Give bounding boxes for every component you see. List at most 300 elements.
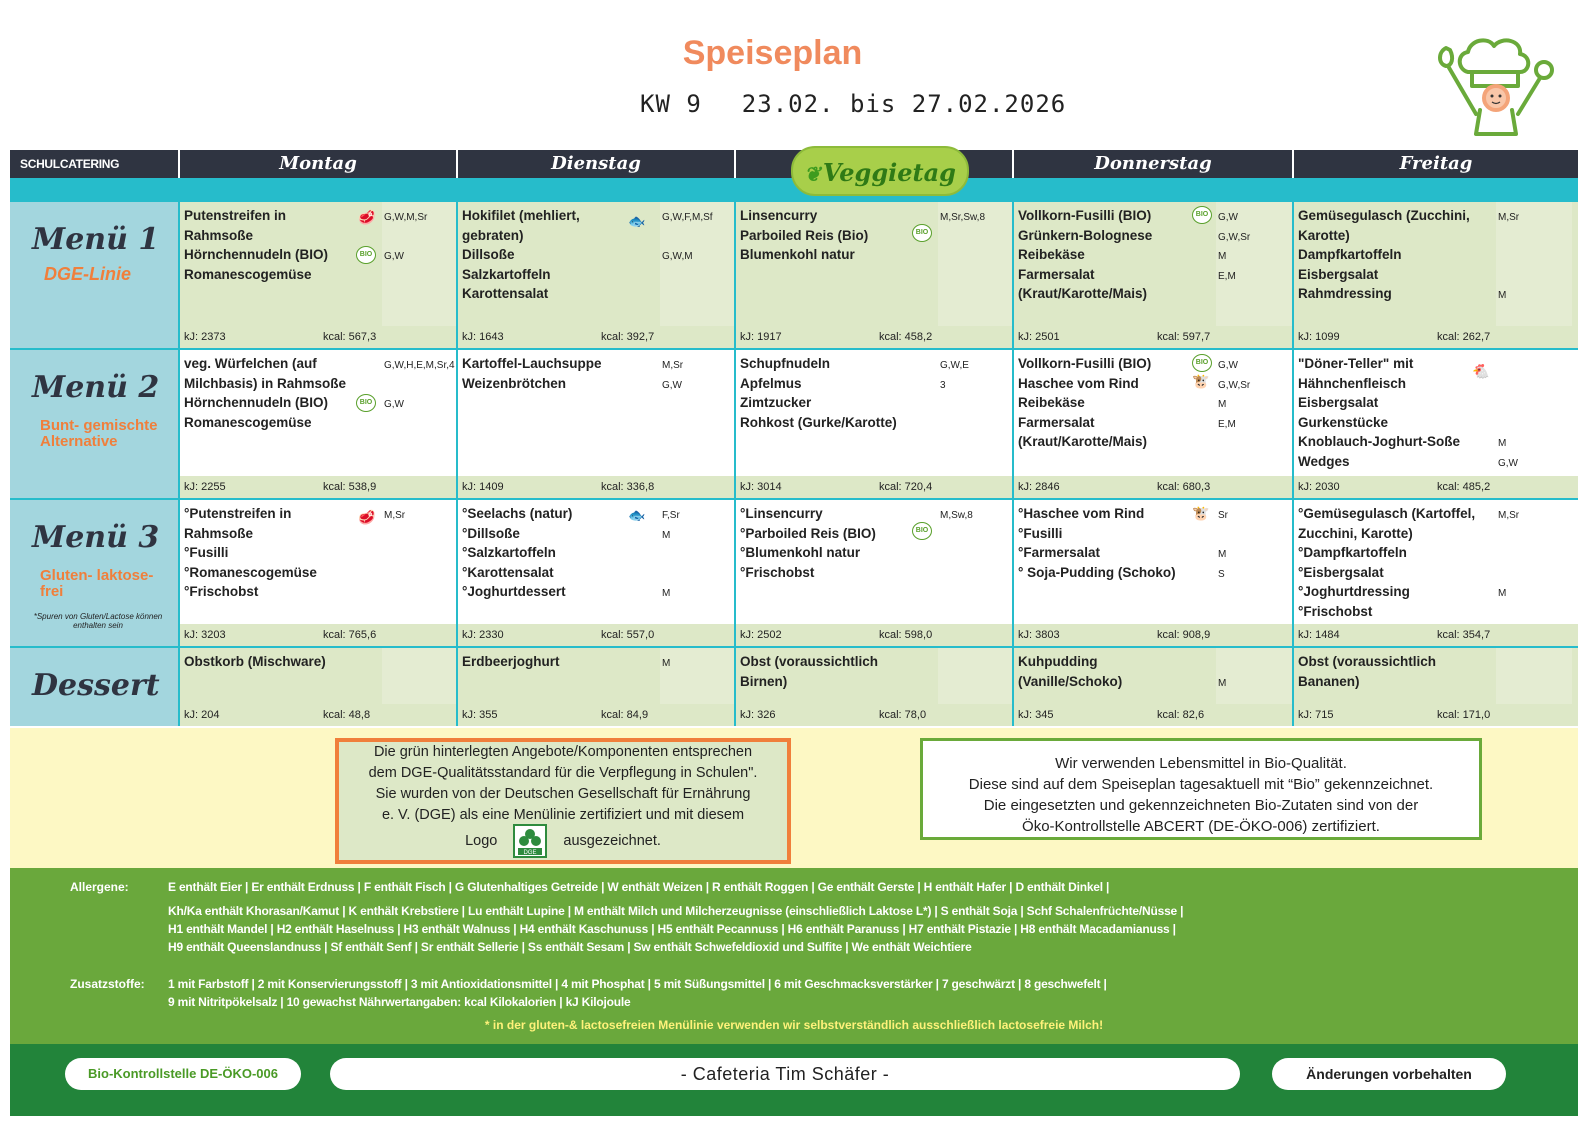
footer-bio-control: Bio-Kontrollstelle DE-ÖKO-006	[65, 1058, 301, 1090]
allergen-code	[662, 286, 713, 306]
dish-item: veg. Würfelchen (auf	[184, 356, 317, 371]
dge-text-line: Sie wurden von der Deutschen Gesellschaft für Ernährung	[375, 786, 751, 802]
menu-cell	[178, 648, 456, 726]
week-range	[640, 90, 1106, 118]
allergen-codes	[384, 506, 405, 604]
dish-list	[740, 206, 940, 265]
dish-item: Rohkost (Gurke/Karotte)	[740, 414, 897, 430]
dish-item: °Dampfkartoffeln	[1298, 545, 1407, 561]
allergen-code: E,M	[1218, 270, 1236, 282]
allergen-code: G,W	[1218, 212, 1238, 223]
allergen-codes	[384, 356, 455, 434]
allergen-codes	[662, 356, 683, 395]
kcal-value: kcal: 720,4	[879, 481, 933, 493]
allergen-code: 3	[940, 379, 946, 391]
dish-item: Obst (voraussichtlich	[740, 654, 879, 669]
dish-item: Kartoffel-Lauchsuppe	[462, 356, 602, 371]
allergen-codes	[662, 506, 680, 604]
dge-text-line: e. V. (DGE) als eine Menülinie zertifiziert und mit diesem	[381, 807, 745, 823]
allergen-code	[384, 584, 405, 604]
dish-item: gebraten)	[462, 227, 524, 243]
nutrition-footer	[736, 476, 1012, 498]
menu-row	[10, 200, 1578, 348]
dish-item: Salzkartoffeln	[462, 266, 551, 282]
nutrition-footer	[180, 624, 456, 646]
kj-value: kJ: 3803	[1018, 629, 1060, 641]
menu-cell	[1292, 500, 1578, 646]
nutrition-footer	[1294, 624, 1578, 646]
allergen-code	[940, 247, 985, 267]
allergen-code	[940, 526, 973, 546]
kj-value: kJ: 1099	[1298, 331, 1340, 343]
allergen-code	[940, 415, 969, 435]
dish-item: Eisbergsalat	[1298, 395, 1379, 411]
allergen-code	[1218, 654, 1226, 674]
allergen-code	[384, 228, 427, 248]
dish-item: °Linsencurry	[740, 506, 823, 521]
leaf-icon: ❦	[804, 162, 821, 186]
bio-icon: BIO	[1192, 206, 1212, 224]
dish-item: °Frischobst	[740, 564, 815, 580]
allergen-code	[662, 565, 680, 585]
allergen-codes	[1218, 506, 1228, 584]
allergen-code	[940, 395, 969, 415]
allergen-codes	[1498, 506, 1519, 624]
menu-cell	[734, 202, 1012, 348]
menu-name: Menü 2	[32, 370, 160, 405]
fish-icon: 🐟	[628, 213, 646, 229]
allergen-code	[940, 228, 985, 248]
nutrition-footer	[1014, 326, 1292, 348]
allergen-code	[940, 565, 973, 585]
allergen-code	[384, 267, 427, 287]
kj-value: kJ: 2330	[462, 629, 504, 641]
menu-row	[10, 646, 1578, 726]
kcal-value: kcal: 458,2	[879, 331, 933, 343]
dish-item: Karotte)	[1298, 227, 1350, 243]
allergen-code: G,W,Sr	[1218, 379, 1251, 391]
dish-item: °Seelachs (natur)	[462, 506, 573, 521]
additives-label: Zusatzstoffe:	[70, 977, 145, 991]
nutrition-footer	[1014, 704, 1292, 726]
allergen-label: Allergene:	[70, 880, 129, 894]
menu-cell	[456, 500, 734, 646]
allergen-codes	[662, 654, 670, 674]
menu-cell	[1292, 350, 1578, 498]
menu-cell	[1292, 202, 1578, 348]
dish-item: Knoblauch-Joghurt-Soße	[1298, 434, 1460, 450]
nutrition-footer	[1014, 624, 1292, 646]
nutrition-footer	[736, 326, 1012, 348]
kcal-value: kcal: 48,8	[323, 709, 371, 721]
dish-item: °Karottensalat	[462, 564, 554, 580]
bio-text-line: Öko-Kontrollstelle ABCERT (DE-ÖKO-006) zertifiziert.	[1022, 818, 1380, 835]
day-header-friday: Freitag	[1292, 150, 1578, 178]
dge-logo-post: ausgezeichnet.	[563, 832, 661, 849]
brand-label: SCHULCATERING	[20, 157, 120, 171]
allergen-codes	[1498, 208, 1519, 306]
kcal-value: kcal: 78,0	[879, 709, 927, 721]
date-range: 23.02. bis 27.02.2026	[741, 90, 1067, 118]
additive-line: 9 mit Nitritpökelsalz | 10 gewachst Nährwertangaben: kcal Kilokalorien | kJ Kilojoule	[168, 995, 631, 1009]
kcal-value: kcal: 171,0	[1437, 709, 1491, 721]
dish-item: Gurkenstücke	[1298, 414, 1389, 430]
dish-item: Apfelmus	[740, 375, 802, 391]
menu-subtitle: Bunt- gemischte Alternative	[40, 417, 158, 450]
menu-cell	[1012, 648, 1292, 726]
allergen-code	[384, 545, 405, 565]
dish-item: °Salzkartoffeln	[462, 545, 556, 561]
kj-value: kJ: 2030	[1298, 481, 1340, 493]
menu-label	[10, 350, 178, 498]
dish-list	[740, 652, 940, 691]
dish-item: Vollkorn-Fusilli (BIO)	[1018, 356, 1152, 371]
allergen-codes	[1218, 356, 1250, 454]
bio-icon: BIO	[356, 246, 376, 264]
allergen-code: S	[1218, 568, 1225, 580]
dish-item: °Dillsoße	[462, 525, 520, 541]
kcal-value: kcal: 598,0	[879, 629, 933, 641]
cow-icon: 🐮	[1192, 373, 1210, 389]
dish-item: Erdbeerjoghurt	[462, 654, 560, 669]
kcal-value: kcal: 557,0	[601, 629, 655, 641]
day-header-monday: Montag	[178, 150, 456, 178]
allergen-code: G,W,M,Sr	[384, 212, 428, 223]
allergen-code	[384, 376, 455, 396]
kcal-value: kcal: 336,8	[601, 481, 655, 493]
allergen-code: M,Sw,8	[940, 510, 973, 521]
nutrition-footer	[458, 624, 734, 646]
dge-text-line: Die grün hinterlegten Angebote/Komponenten entsprechen	[373, 744, 753, 760]
allergen-code	[1498, 376, 1518, 396]
allergen-code	[1218, 526, 1228, 546]
dish-item: Hörnchennudeln (BIO)	[184, 395, 328, 411]
dish-list	[184, 652, 384, 672]
dish-list	[462, 652, 662, 672]
additive-line: 1 mit Farbstoff | 2 mit Konservierungsstoff | 3 mit Antioxidationsmittel | 4 mit Phosphat | 5 mit Süßungsmittel | 6 mit Geschmacksverstärker | 7 geschwärzt | 8 geschwefelt |	[168, 977, 1107, 991]
dish-list	[1018, 504, 1218, 582]
kcal-value: kcal: 84,9	[601, 709, 649, 721]
menu-row	[10, 348, 1578, 498]
dish-item: °Gemüsegulasch (Kartoffel,	[1298, 506, 1476, 521]
dish-item: "Döner-Teller" mit	[1298, 356, 1414, 371]
kj-value: kJ: 2373	[184, 331, 226, 343]
allergen-code: M	[1218, 677, 1227, 689]
allergen-code: M	[1218, 399, 1227, 411]
menu-subtitle: DGE-Linie	[44, 264, 132, 284]
allergen-code: M,Sr	[662, 360, 684, 371]
allergen-code: G,W,F,M,Sf	[662, 212, 713, 223]
meat-icon: 🥩	[358, 209, 376, 225]
dish-list	[1298, 206, 1498, 304]
menu-cell	[178, 500, 456, 646]
allergen-code	[1218, 434, 1250, 454]
allergen-code	[940, 545, 973, 565]
cow-icon: 🐮	[1192, 505, 1210, 521]
dish-item: ° Soja-Pudding (Schoko)	[1018, 564, 1176, 580]
menu-cell	[456, 202, 734, 348]
dish-list	[184, 206, 384, 284]
allergen-codes	[940, 654, 943, 693]
kj-value: kJ: 1643	[462, 331, 504, 343]
menu-cell	[178, 202, 456, 348]
dge-info-box	[335, 738, 791, 864]
kj-value: kJ: 715	[1298, 709, 1334, 721]
menu-name: Menü 3	[32, 520, 160, 555]
allergen-line: H9 enthält Queenslandnuss | Sf enthält Senf | Sr enthält Sellerie | Ss enthält Sesam | Sw enthält Schwefeldioxid und Sulfite | We enthält Weichtiere	[168, 940, 972, 954]
dish-item: Reibekäse	[1018, 395, 1085, 411]
kj-value: kJ: 1484	[1298, 629, 1340, 641]
bio-text-line: Diese sind auf dem Speiseplan tagesaktuell mit “Bio” gekennzeichnet.	[968, 776, 1434, 793]
menu-cell	[734, 350, 1012, 498]
dish-item: Linsencurry	[740, 208, 818, 223]
dish-item: °Fusilli	[1018, 525, 1063, 541]
kcal-value: kcal: 597,7	[1157, 331, 1211, 343]
dish-item: °Frischobst	[1298, 603, 1373, 619]
footer-bar	[10, 1044, 1578, 1116]
fish-icon: 🐟	[628, 507, 646, 523]
allergen-code	[1498, 654, 1501, 674]
dish-item: (Kraut/Karotte/Mais)	[1018, 286, 1148, 302]
dish-item: Rahmsoße	[184, 525, 254, 541]
dish-item: °Eisbergsalat	[1298, 564, 1384, 580]
allergen-codes	[940, 356, 969, 434]
allergen-code: E,M	[1218, 418, 1236, 430]
bio-icon: BIO	[912, 522, 932, 540]
menu-subtitle: Gluten- laktose-frei	[40, 567, 154, 600]
allergen-codes	[384, 654, 387, 674]
allergen-column	[1216, 648, 1292, 704]
allergen-codes	[1498, 356, 1518, 474]
kj-value: kJ: 1917	[740, 331, 782, 343]
allergen-code: M,Sr	[1498, 510, 1520, 521]
allergen-code: M	[662, 658, 671, 669]
dish-item: Rahmdressing	[1298, 286, 1392, 302]
allergen-code: M	[1498, 588, 1507, 600]
kcal-value: kcal: 908,9	[1157, 629, 1211, 641]
allergen-code	[1498, 267, 1519, 287]
kj-value: kJ: 3203	[184, 629, 226, 641]
nutrition-footer	[458, 476, 734, 498]
nutrition-footer	[1014, 476, 1292, 498]
bio-icon: BIO	[912, 224, 932, 242]
kj-value: kJ: 345	[1018, 709, 1054, 721]
allergen-code: M,Sr	[1498, 212, 1520, 223]
kj-value: kJ: 2501	[1018, 331, 1060, 343]
menu-name: Dessert	[32, 668, 160, 703]
allergen-code	[1498, 228, 1519, 248]
kcal-value: kcal: 354,7	[1437, 629, 1491, 641]
kcal-value: kcal: 485,2	[1437, 481, 1491, 493]
allergen-code: M	[1498, 290, 1507, 302]
dish-item: (Vanille/Schoko)	[1018, 673, 1123, 689]
nutrition-footer	[180, 476, 456, 498]
allergen-code	[1498, 356, 1518, 376]
allergen-code: G,W,M	[662, 251, 693, 263]
menu-cell	[1012, 202, 1292, 348]
dish-item: Parboiled Reis (Bio)	[740, 227, 869, 243]
dish-list	[1298, 354, 1498, 472]
allergen-code	[384, 415, 455, 435]
dish-list	[1298, 652, 1498, 691]
kj-value: kJ: 2502	[740, 629, 782, 641]
nutrition-footer	[180, 704, 456, 726]
page-title: Speiseplan	[682, 34, 863, 72]
allergen-column	[382, 648, 458, 704]
allergen-code	[940, 654, 943, 674]
allergen-code	[384, 526, 405, 546]
day-header-thursday: Donnerstag	[1012, 150, 1292, 178]
allergen-code: G,W,Sr	[1218, 231, 1251, 243]
dish-item: Milchbasis) in Rahmsoße	[184, 375, 347, 391]
dish-item: Gemüsegulasch (Zucchini,	[1298, 208, 1470, 223]
dish-item: Farmersalat	[1018, 266, 1095, 282]
menu-row	[10, 498, 1578, 646]
kcal-value: kcal: 538,9	[323, 481, 377, 493]
menu-label	[10, 648, 178, 726]
veggie-day-label: Veggietag	[822, 158, 956, 187]
bio-info-box	[920, 738, 1482, 840]
dish-list	[184, 354, 384, 432]
dish-item: °Frischobst	[184, 584, 259, 600]
allergen-code: G,W	[1218, 360, 1238, 371]
dish-item: Zucchini, Karotte)	[1298, 525, 1413, 541]
dish-item: °Fusilli	[184, 545, 229, 561]
kcal-value: kcal: 765,6	[323, 629, 377, 641]
bio-icon: BIO	[356, 394, 376, 412]
dish-item: °Putenstreifen in	[184, 506, 292, 521]
dish-item: Romanescogemüse	[184, 266, 312, 282]
allergen-column	[660, 648, 736, 704]
allergen-codes	[384, 208, 427, 286]
nutrition-footer	[180, 326, 456, 348]
dish-item: °Parboiled Reis (BIO)	[740, 525, 876, 541]
dish-item: (Kraut/Karotte/Mais)	[1018, 434, 1148, 450]
bio-text-line: Wir verwenden Lebensmittel in Bio-Qualität.	[1055, 755, 1347, 772]
dge-logo-text: DGE	[523, 850, 537, 856]
dish-item: Reibekäse	[1018, 247, 1085, 263]
dge-logo-pre: Logo	[465, 832, 498, 849]
dish-list	[1018, 652, 1218, 691]
allergen-code	[1498, 247, 1519, 267]
meat-icon: 🥩	[358, 509, 376, 525]
footer-changes-note: Änderungen vorbehalten	[1272, 1058, 1506, 1090]
dish-list	[740, 354, 940, 432]
menu-cell	[1292, 648, 1578, 726]
menu-note: *Spuren von Gluten/Lactose können enthalten sein	[33, 612, 163, 630]
nutrition-footer	[736, 624, 1012, 646]
dish-list	[462, 354, 662, 393]
kcal-value: kcal: 262,7	[1437, 331, 1491, 343]
allergen-code: M	[662, 588, 671, 600]
allergen-line: E enthält Eier | Er enthält Erdnuss | F enthält Fisch | G Glutenhaltiges Getreide | W enthält Weizen | R enthält Roggen | Ge enthält Gerste | H enthält Hafer | D enthält Dinkel |	[168, 880, 1110, 894]
week-number: KW 9	[640, 90, 702, 118]
dge-text-line: dem DGE-Qualitätsstandard für die Verpflegung in Schulen".	[368, 765, 758, 781]
allergen-code	[1498, 604, 1519, 624]
dish-item: Dampfkartoffeln	[1298, 247, 1402, 263]
allergen-codes	[1498, 654, 1501, 693]
kj-value: kJ: 3014	[740, 481, 782, 493]
allergen-codes	[940, 208, 985, 267]
chicken-icon: 🐔	[1472, 363, 1490, 379]
allergen-code: M	[1218, 549, 1227, 561]
dish-item: Grünkern-Bolognese	[1018, 227, 1153, 243]
dish-item: Karottensalat	[462, 286, 549, 302]
allergen-code: Sr	[1218, 510, 1228, 521]
dish-item: Weizenbrötchen	[462, 375, 567, 391]
dish-item: Hähnchenfleisch	[1298, 375, 1407, 391]
veggie-day-badge	[791, 146, 969, 196]
dish-item: Putenstreifen in	[184, 208, 287, 223]
allergen-column	[938, 648, 1014, 704]
allergen-code	[1498, 545, 1519, 565]
allergen-code	[1498, 395, 1518, 415]
menu-cell	[1012, 500, 1292, 646]
allergen-code: M	[1218, 251, 1227, 263]
menu-cell	[734, 500, 1012, 646]
dish-item: Schupfnudeln	[740, 356, 830, 371]
dish-item: °Blumenkohl natur	[740, 545, 861, 561]
nutrition-footer	[458, 704, 734, 726]
kcal-value: kcal: 680,3	[1157, 481, 1211, 493]
dish-item: Romanescogemüse	[184, 414, 312, 430]
allergen-code: G,W,H,E,M,Sr,4	[384, 360, 455, 371]
dish-item: Bananen)	[1298, 673, 1360, 689]
allergen-code: G,W	[1498, 457, 1518, 469]
kj-value: kJ: 204	[184, 709, 220, 721]
allergen-legend	[10, 868, 1578, 1044]
allergen-code	[384, 654, 387, 674]
allergen-code: G,W	[384, 399, 404, 411]
kcal-value: kcal: 82,6	[1157, 709, 1205, 721]
nutrition-footer	[1294, 476, 1578, 498]
kj-value: kJ: 2846	[1018, 481, 1060, 493]
dish-list	[1298, 504, 1498, 622]
dish-item: °Joghurtdressing	[1298, 584, 1410, 600]
dish-item: Vollkorn-Fusilli (BIO)	[1018, 208, 1152, 223]
dge-logo-icon	[513, 824, 547, 858]
menu-cell	[1012, 350, 1292, 498]
kcal-value: kcal: 567,3	[323, 331, 377, 343]
allergen-code	[940, 674, 943, 694]
allergen-code: G,W	[384, 251, 404, 263]
dish-item: Rahmsoße	[184, 227, 254, 243]
allergen-code: M,Sr	[384, 510, 406, 521]
allergen-column	[1496, 648, 1572, 704]
nutrition-footer	[736, 704, 1012, 726]
day-header-tuesday: Dienstag	[456, 150, 734, 178]
menu-cell	[178, 350, 456, 498]
dish-item: Kuhpudding	[1018, 654, 1098, 669]
allergen-code	[1498, 415, 1518, 435]
menu-name: Menü 1	[32, 222, 160, 257]
kcal-value: kcal: 392,7	[601, 331, 655, 343]
kj-value: kJ: 1409	[462, 481, 504, 493]
footer-cafeteria: - Cafeteria Tim Schäfer -	[330, 1058, 1240, 1090]
bio-text-line: Die eingesetzten und gekennzeichneten Bio-Zutaten sind von der	[983, 797, 1419, 814]
dish-item: Dillsoße	[462, 247, 515, 263]
dish-item: Obst (voraussichtlich	[1298, 654, 1437, 669]
allergen-code	[384, 565, 405, 585]
dish-item: Wedges	[1298, 453, 1350, 469]
allergen-codes	[662, 208, 713, 306]
allergen-code: G,W	[662, 379, 682, 391]
allergen-code: M	[1498, 438, 1507, 450]
allergen-code	[662, 267, 713, 287]
menu-label	[10, 202, 178, 348]
menu-cell	[734, 648, 1012, 726]
dish-item: °Farmersalat	[1018, 545, 1100, 561]
